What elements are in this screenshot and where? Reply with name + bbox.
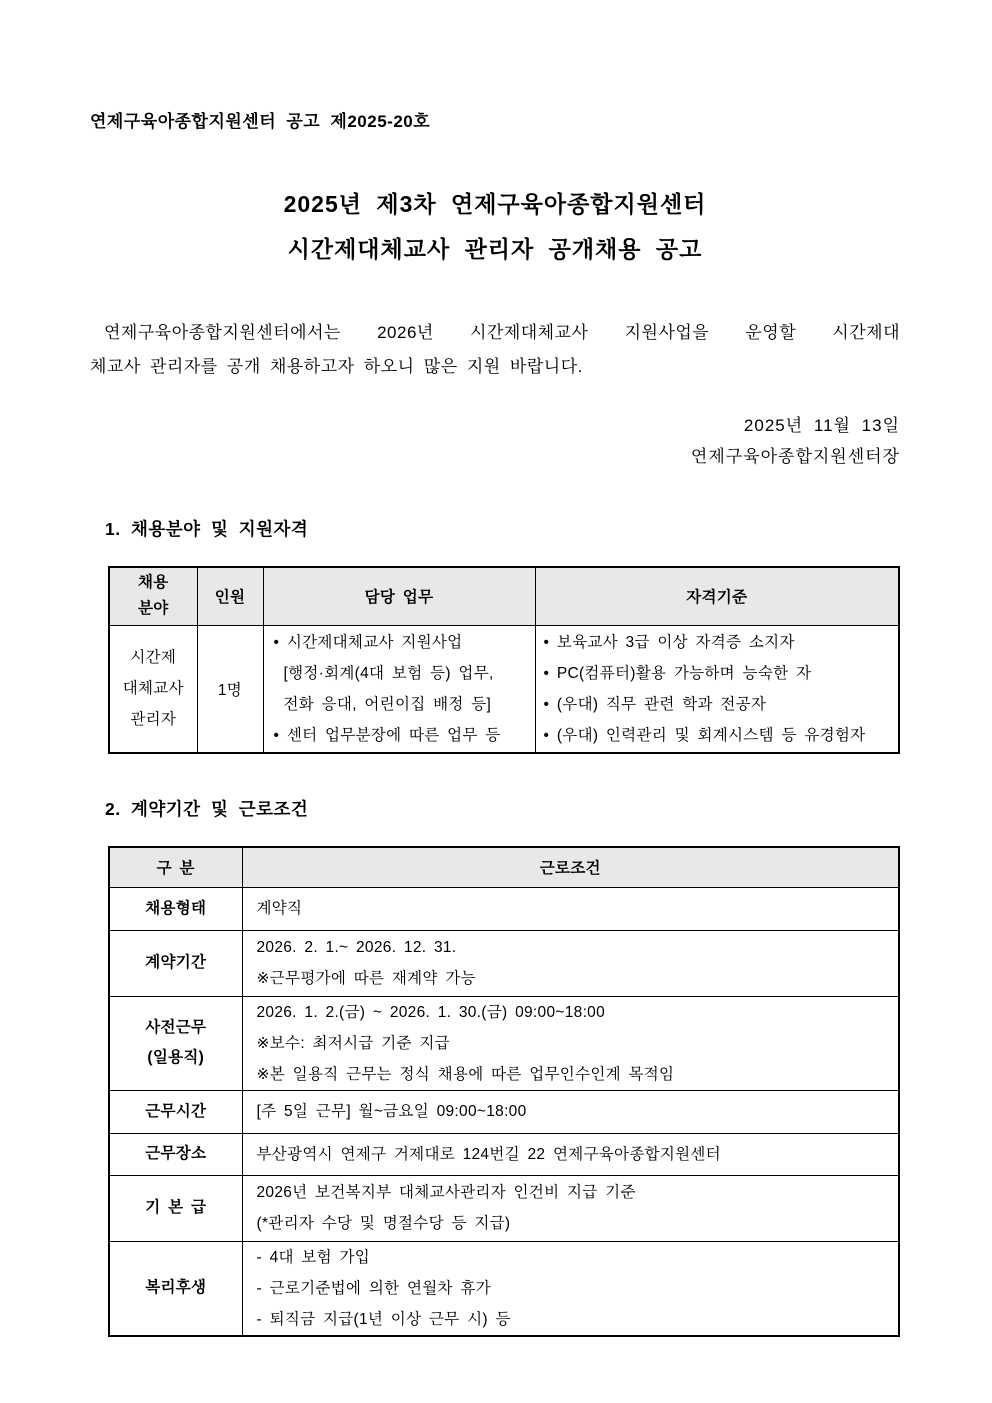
value-line: [주 5일 근무] 월~금요일 09:00~18:00: [256, 1103, 527, 1120]
row-base-salary: [109, 1175, 899, 1241]
qualification-line-2: • PC(컴퓨터)활용 가능하며 능숙한 자: [543, 664, 812, 682]
cell-count: 1명: [197, 625, 263, 753]
value-employment-type: [242, 887, 899, 930]
label-line: 사전근무: [145, 1019, 207, 1036]
value-line: 2026. 1. 2.(금) ~ 2026. 1. 30.(금) 09:00~18:00: [256, 1003, 606, 1021]
qualification-line-3: • (우대) 직무 관련 학과 전공자: [543, 695, 767, 713]
col-header-count: 인원: [197, 567, 263, 625]
label-line: 복리후생: [145, 1279, 207, 1296]
value-line: (*관리자 수당 및 명절수당 등 지급): [256, 1215, 511, 1232]
value-line: ※근무평가에 따른 재계약 가능: [256, 970, 476, 987]
value-base-salary: [242, 1175, 899, 1241]
duty-line-3: 전화 응대, 어린이집 배정 등]: [283, 695, 492, 713]
cell-field-line2: 대체교사: [122, 680, 184, 698]
recruitment-table: [108, 566, 900, 754]
doc-number: 연제구육아종합지원센터 공고 제2025-20호: [90, 112, 431, 131]
label-line: 채용형태: [145, 899, 207, 917]
label-welfare: [109, 1241, 242, 1336]
value-line: - 근로기준법에 의한 연월차 휴가: [256, 1279, 491, 1297]
col-header-qualifications: 자격기준: [535, 567, 899, 625]
title-line-2: 시간제대체교사 관리자 공개채용 공고: [287, 236, 703, 262]
value-line: ※보수: 최저시급 기준 지급: [256, 1034, 450, 1052]
label-base-salary: [109, 1175, 242, 1241]
label-work-place: [109, 1133, 242, 1175]
value-work-hours: [242, 1090, 899, 1133]
value-line: 2026. 2. 1.~ 2026. 12. 31.: [256, 939, 457, 956]
label-line: 근무시간: [145, 1102, 207, 1120]
recruitment-table-header-row: [109, 567, 899, 625]
cell-field: [109, 625, 197, 753]
row-contract-period: [109, 930, 899, 996]
cell-field-line3: 관리자: [130, 711, 177, 729]
label-line: (일용직): [147, 1049, 205, 1066]
row-employment-type: [109, 887, 899, 930]
value-line: - 퇴직금 지급(1년 이상 근무 시) 등: [256, 1310, 511, 1328]
value-line: 계약직: [256, 900, 303, 917]
label-pre-work: [109, 996, 242, 1090]
row-work-place: [109, 1133, 899, 1175]
value-welfare: [242, 1241, 899, 1336]
col-header-field-line1: 채용: [137, 574, 169, 592]
label-employment-type: [109, 887, 242, 930]
page-title: [90, 182, 900, 272]
value-line: ※본 일용직 근무는 정식 채용에 따른 업무인수인계 목적임: [256, 1065, 675, 1083]
intro-line-1: 연제구육아종합지원센터에서는 2026년 시간제대체교사 지원사업을 운영할 시간제대: [104, 323, 900, 342]
qualification-line-1: • 보육교사 3급 이상 자격증 소지자: [543, 633, 795, 651]
conditions-table: [108, 846, 900, 1337]
duty-line-1: • 시간제대체교사 지원사업: [273, 633, 463, 651]
row-welfare: [109, 1241, 899, 1336]
col-header-field: [109, 567, 197, 625]
row-work-hours: [109, 1090, 899, 1133]
qualification-line-4: • (우대) 인력관리 및 회계시스템 등 유경험자: [543, 726, 866, 744]
label-line: 기 본 급: [145, 1199, 207, 1216]
col-header-field-line2: 분야: [137, 600, 169, 618]
cell-field-line1: 시간제: [130, 649, 177, 667]
section2-heading: 2. 계약기간 및 근로조건: [105, 799, 309, 819]
cell-duties: [263, 625, 535, 753]
value-work-place: [242, 1133, 899, 1175]
col-header-conditions: 근로조건: [242, 847, 899, 887]
date-signature-block: [90, 410, 900, 472]
col-header-duties: 담당 업무: [263, 567, 535, 625]
value-line: - 4대 보험 가입: [256, 1248, 371, 1266]
value-line: 2026년 보건복지부 대체교사관리자 인건비 지급 기준: [256, 1184, 636, 1201]
value-contract-period: [242, 930, 899, 996]
value-line: 부산광역시 연제구 거제대로 124번길 22 연제구육아종합지원센터: [256, 1145, 721, 1163]
signer-title: 연제구육아종합지원센터장: [690, 447, 900, 466]
label-line: 계약기간: [145, 954, 207, 971]
announcement-date: 2025년 11월 13일: [743, 416, 900, 435]
recruitment-table-row: [109, 625, 899, 753]
section1-heading: 1. 채용분야 및 지원자격: [105, 519, 309, 539]
label-contract-period: [109, 930, 242, 996]
conditions-table-header-row: [109, 847, 899, 887]
col-header-category: 구 분: [109, 847, 242, 887]
intro-paragraph: [90, 316, 900, 384]
duty-line-4: • 센터 업무분장에 따른 업무 등: [273, 726, 501, 744]
duty-line-2: [행정·회계(4대 보험 등) 업무,: [283, 664, 494, 682]
label-line: 근무장소: [145, 1145, 207, 1162]
value-pre-work: [242, 996, 899, 1090]
row-pre-work: [109, 996, 899, 1090]
label-work-hours: [109, 1090, 242, 1133]
intro-line-2: 체교사 관리자를 공개 채용하고자 하오니 많은 지원 바랍니다.: [90, 357, 583, 376]
title-line-1: 2025년 제3차 연제구육아종합지원센터: [283, 191, 707, 217]
cell-qualifications: [535, 625, 899, 753]
